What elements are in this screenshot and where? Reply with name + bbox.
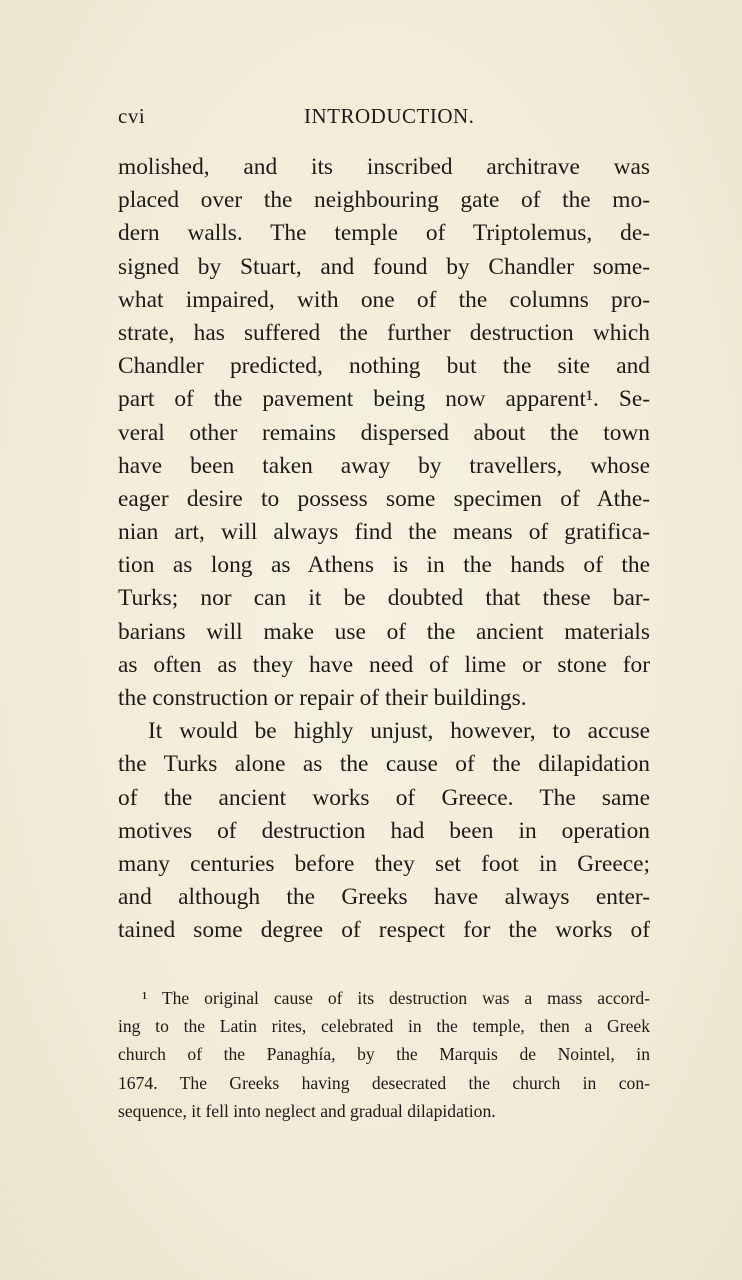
- text-line: as often as they have need of lime or stone for: [118, 651, 650, 678]
- text-line: what impaired, with one of the columns pro-: [118, 286, 650, 313]
- text-line: Turks; nor can it be doubted that these bar-: [118, 585, 650, 612]
- footnote-line: ¹ The original cause of its destruction was a mass accord-: [142, 988, 650, 1008]
- text-line: part of the pavement being now apparent¹. Se-: [118, 386, 650, 413]
- text-line: motives of destruction had been in operation: [118, 817, 650, 844]
- text-line: dern walls. The temple of Triptolemus, de-: [118, 220, 650, 247]
- text-line: have been taken away by travellers, whose: [118, 452, 650, 479]
- text-line: placed over the neighbouring gate of the mo-: [118, 187, 650, 214]
- text-line: the Turks alone as the cause of the dilapidation: [118, 751, 650, 778]
- text-line: and although the Greeks have always enter-: [118, 884, 650, 911]
- text-line: tained some degree of respect for the works of: [118, 917, 650, 944]
- text-line: nian art, will always find the means of gratifica-: [118, 519, 650, 546]
- text-line: barians will make use of the ancient materials: [118, 618, 650, 645]
- text-line: tion as long as Athens is in the hands of the: [118, 552, 650, 579]
- paragraph-end-line: the construction or repair of their buildings.: [118, 685, 527, 711]
- text-line: molished, and its inscribed architrave was: [118, 154, 650, 180]
- footnote-line: 1674. The Greeks having desecrated the church in con-: [118, 1072, 650, 1093]
- text-line: signed by Stuart, and found by Chandler some-: [118, 253, 650, 280]
- text-line: of the ancient works of Greece. The same: [118, 784, 650, 811]
- text-line: Chandler predicted, nothing but the site and: [118, 353, 650, 380]
- page-number: cvi: [118, 104, 146, 128]
- body-text: [118, 151, 650, 948]
- running-head: [118, 104, 658, 134]
- footnote-line: sequence, it fell into neglect and gradual dilapidation.: [118, 1100, 496, 1121]
- paragraph-start-line: It would be highly unjust, however, to accuse: [148, 718, 650, 745]
- text-line: eager desire to possess some specimen of Athe-: [118, 485, 650, 512]
- text-line: many centuries before they set foot in Greece;: [118, 850, 650, 877]
- footnote-line: church of the Panaghía, by the Marquis de Nointel, in: [118, 1044, 650, 1065]
- text-line: veral other remains dispersed about the town: [118, 419, 650, 446]
- text-line: strate, has suffered the further destruction which: [118, 319, 650, 346]
- running-head-title: INTRODUCTION.: [304, 104, 475, 128]
- footnote: [118, 984, 650, 1125]
- footnote-line: ing to the Latin rites, celebrated in the temple, then a Greek: [118, 1016, 650, 1037]
